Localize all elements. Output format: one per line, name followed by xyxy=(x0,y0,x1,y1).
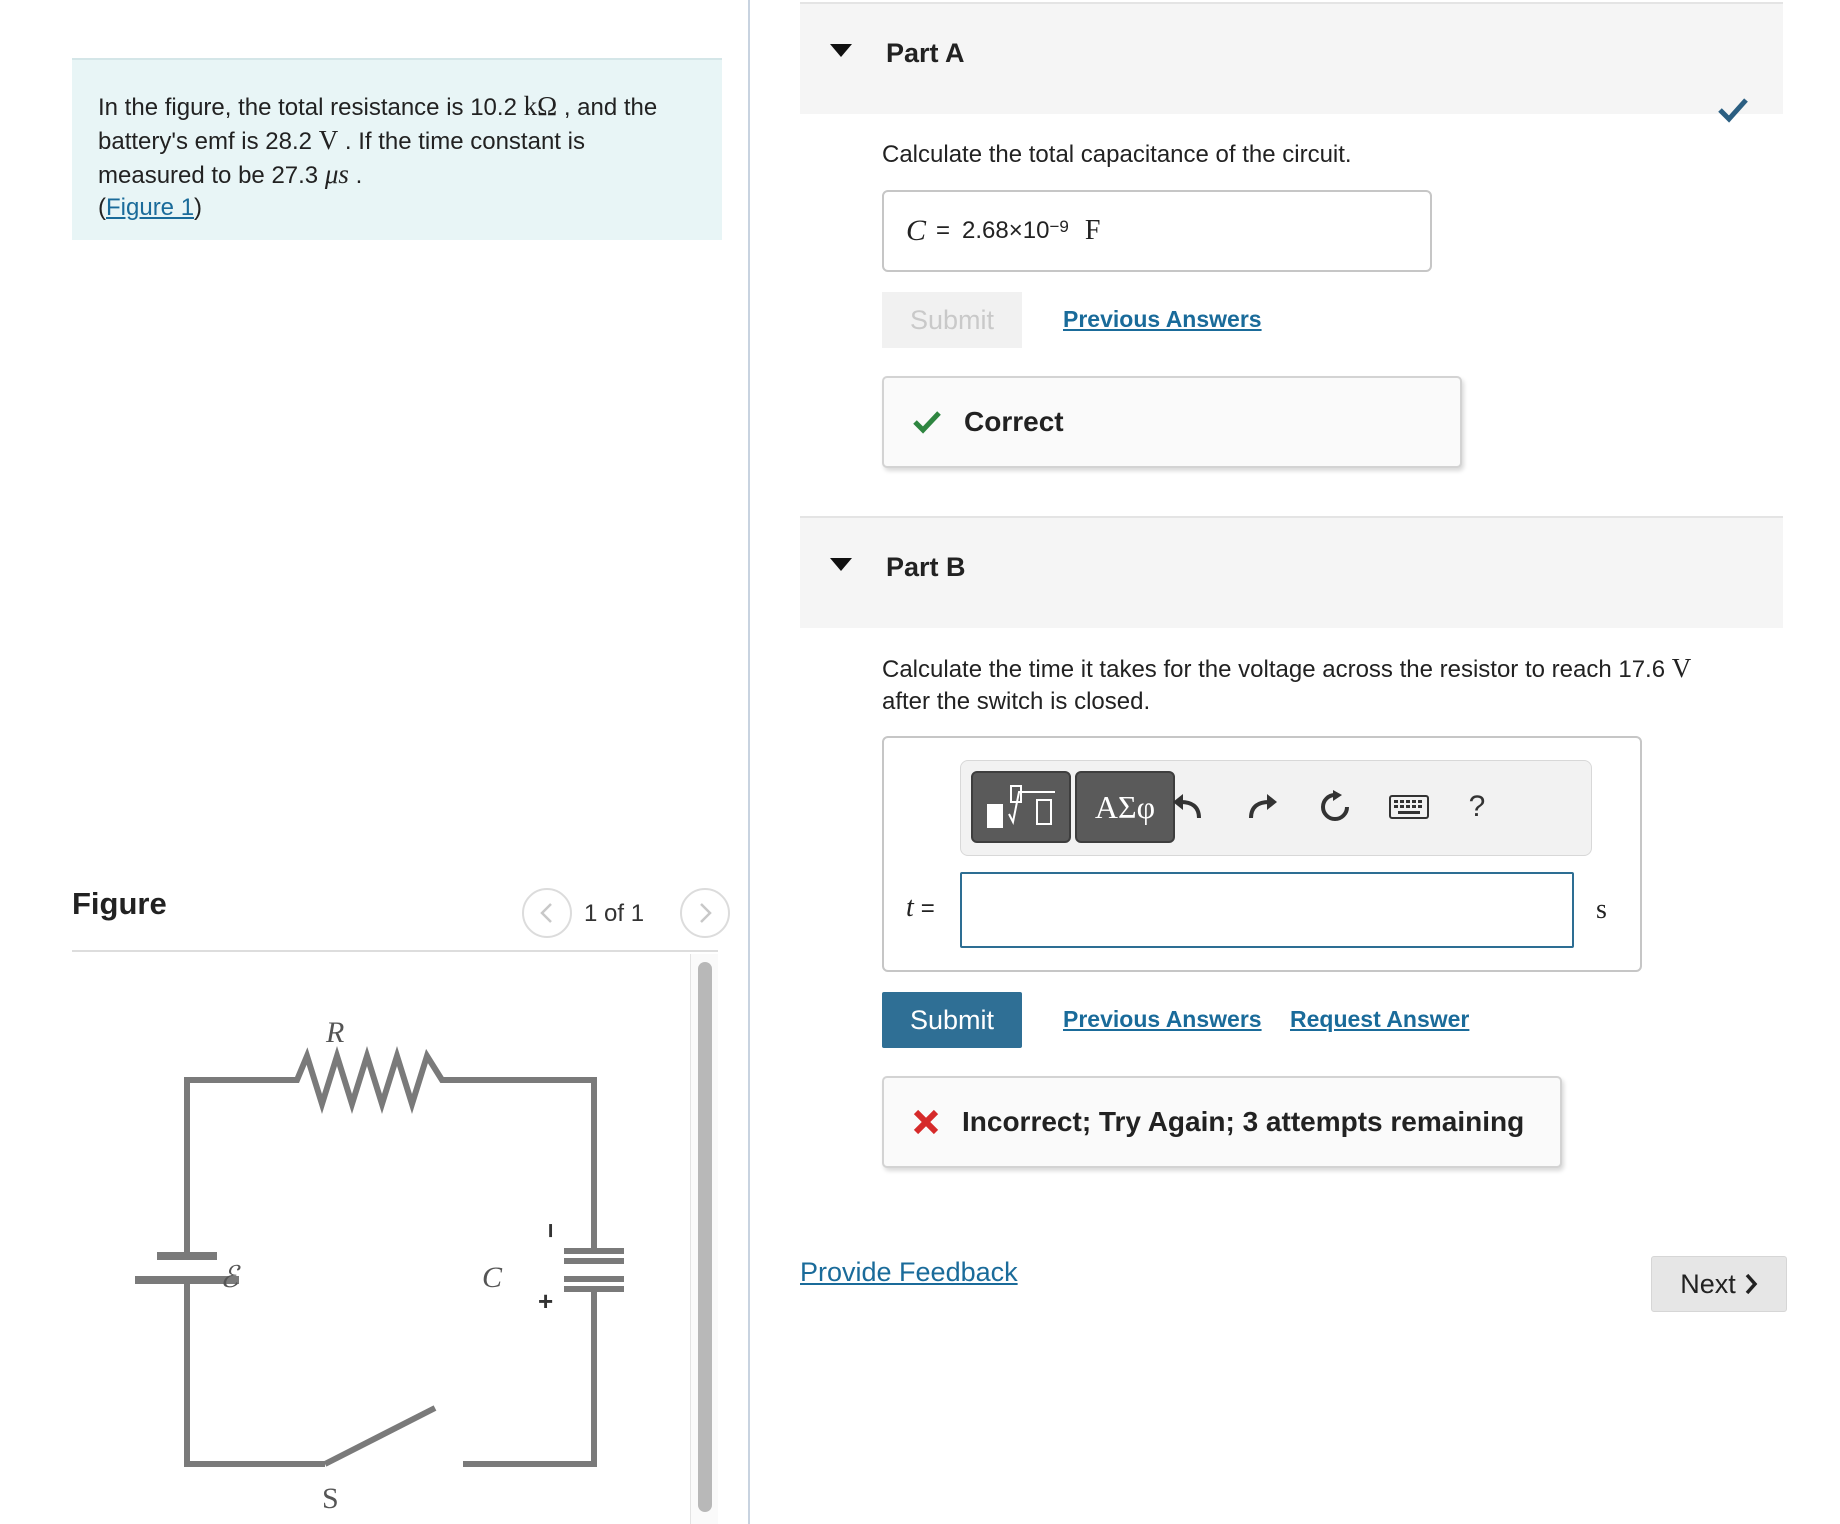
part-b-header[interactable] xyxy=(800,516,1783,628)
part-a-feedback-text: Correct xyxy=(964,406,1064,437)
problem-text-4: . xyxy=(355,162,363,189)
next-button-label: Next xyxy=(1680,1268,1736,1299)
resistance-unit: kΩ xyxy=(523,91,558,121)
figure-pager: 1 of 1 xyxy=(584,900,645,927)
t-label xyxy=(906,892,935,924)
problem-text-3: . If the time constant is measured to be 27.3 xyxy=(98,128,585,189)
caret-down-icon xyxy=(830,558,852,571)
math-toolbar xyxy=(960,760,1592,856)
chevron-left-icon xyxy=(538,902,556,924)
part-b-title: Part B xyxy=(886,552,966,582)
incorrect-x-icon xyxy=(912,1108,940,1136)
part-a-submit-button: Submit xyxy=(882,292,1022,348)
capacitor-plus-label: + xyxy=(538,1286,554,1316)
emf-label: ℰ xyxy=(220,1261,239,1294)
prev-figure-button[interactable] xyxy=(522,888,572,938)
reset-icon[interactable] xyxy=(1315,787,1355,827)
part-a-previous-answers-link[interactable]: Previous Answers xyxy=(1063,306,1262,332)
part-b-question-text-1: Calculate the time it takes for the voltage across the resistor to reach 17.6 xyxy=(882,656,1666,683)
part-b-feedback xyxy=(882,1076,1562,1168)
templates-icon xyxy=(983,782,1059,832)
figure-scrollbar-thumb[interactable] xyxy=(698,962,712,1512)
t-answer-input[interactable] xyxy=(960,872,1574,948)
next-figure-button[interactable] xyxy=(680,888,730,938)
answer-exponent: −9 xyxy=(1049,217,1069,236)
part-b-answer-area xyxy=(882,736,1642,972)
checkmark-icon xyxy=(1717,96,1749,124)
figure-heading: Figure xyxy=(72,886,167,921)
next-button[interactable] xyxy=(1651,1256,1787,1312)
problem-statement xyxy=(72,58,722,240)
correct-check-icon xyxy=(912,409,942,435)
caret-down-icon xyxy=(830,44,852,57)
capacitor-symbol xyxy=(564,1248,624,1292)
request-answer-link[interactable]: Request Answer xyxy=(1290,1006,1470,1032)
part-a-answer-display xyxy=(882,190,1432,272)
answer-variable: C xyxy=(906,214,927,247)
templates-button[interactable] xyxy=(971,771,1071,843)
figure-link-close: ) xyxy=(194,194,203,221)
t-equals: = xyxy=(920,895,935,922)
figure-link[interactable]: Figure 1 xyxy=(106,194,195,221)
help-icon[interactable]: ? xyxy=(1468,790,1486,823)
panel-divider xyxy=(748,0,750,1524)
capacitor-label: C xyxy=(482,1261,503,1294)
part-b-question-text-2: after the switch is closed. xyxy=(882,688,1151,715)
chevron-right-icon xyxy=(1744,1273,1758,1295)
switch-blade xyxy=(325,1408,435,1464)
undo-icon[interactable] xyxy=(1167,787,1207,827)
part-a-header[interactable] xyxy=(800,2,1783,114)
figure-link-open: ( xyxy=(98,194,106,221)
part-b-submit-button[interactable]: Submit xyxy=(882,992,1022,1048)
part-a-feedback xyxy=(882,376,1462,468)
circuit-figure xyxy=(72,952,692,1524)
t-unit: s xyxy=(1596,894,1607,925)
time-unit: μs xyxy=(324,159,349,189)
t-variable: t xyxy=(906,892,914,923)
part-a-question: Calculate the total capacitance of the circuit. xyxy=(882,141,1352,168)
resistor-zigzag xyxy=(187,1056,594,1104)
keyboard-icon[interactable] xyxy=(1389,787,1429,827)
part-b-feedback-text: Incorrect; Try Again; 3 attempts remaining xyxy=(962,1106,1525,1137)
part-b-previous-answers-link[interactable]: Previous Answers xyxy=(1063,1006,1262,1032)
emf-unit: V xyxy=(318,125,339,155)
part-b-question xyxy=(882,652,1782,718)
capacitor-minus-label: − xyxy=(536,1223,566,1239)
resistor-label: R xyxy=(326,1016,345,1049)
switch-label: S xyxy=(322,1482,339,1515)
answer-mantissa: 2.68×10 xyxy=(962,217,1050,244)
answer-unit: F xyxy=(1084,215,1101,246)
greek-symbols-button[interactable]: ΑΣφ xyxy=(1075,771,1175,843)
circuit-diagram xyxy=(72,952,692,1524)
part-b-question-unit: V xyxy=(1671,653,1692,683)
answer-equals: = xyxy=(936,217,951,244)
part-a-title: Part A xyxy=(886,38,965,68)
chevron-right-icon xyxy=(696,902,714,924)
problem-text-1: In the figure, the total resistance is 10.2 xyxy=(98,94,517,121)
problem-text-2: , and the battery's emf is 28.2 xyxy=(98,94,658,155)
redo-icon[interactable] xyxy=(1243,787,1283,827)
provide-feedback-link[interactable]: Provide Feedback xyxy=(800,1257,1018,1287)
